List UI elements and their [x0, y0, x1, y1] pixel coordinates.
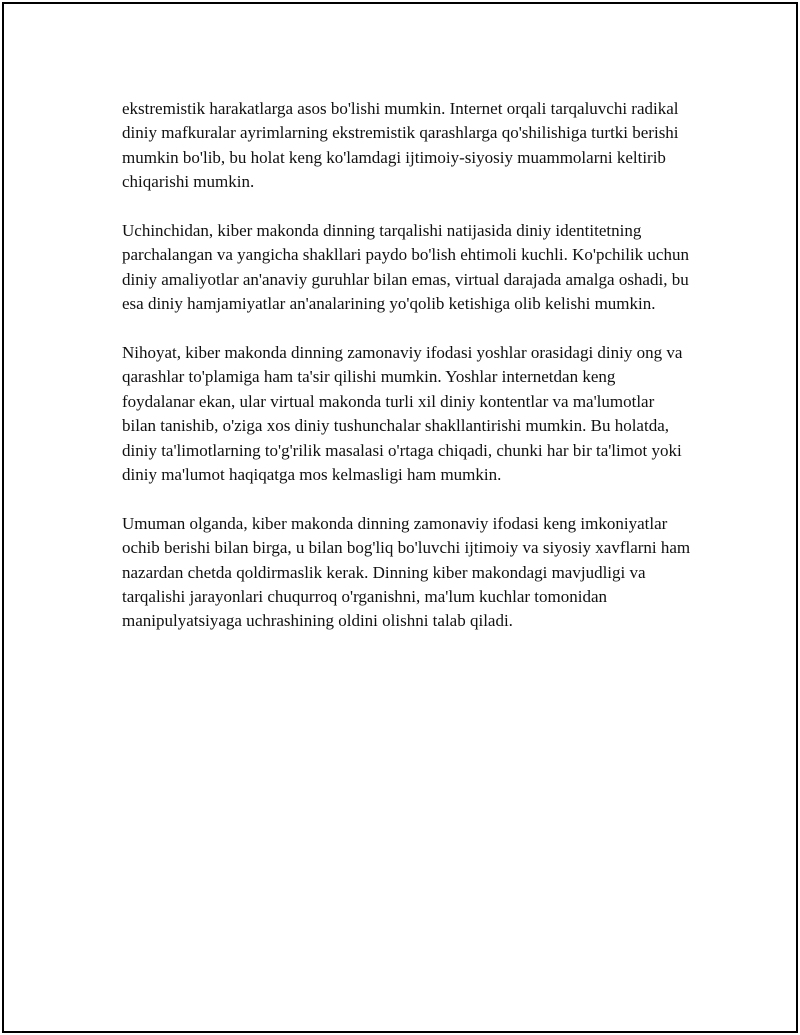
paragraph-4: Umuman olganda, kiber makonda dinning zamonaviy ifodasi keng imkoniyatlar ochib berishi bilan birga, u bilan bog'liq bo'luvchi ijtimoiy va siyosiy xavflarni ham nazardan chetda qoldirmaslik kerak. Dinning kiber makondagi mavjudligi va tarqalishi jarayonlari chuqurroq o'rganishni, ma'lum kuchlar tomonidan manipulyatsiyaga uchrashining oldini olishni talab qiladi.: [122, 513, 691, 631]
page-frame: [2, 2, 798, 1033]
paragraph-2: Uchinchidan, kiber makonda dinning tarqalishi natijasida diniy identitetning parchalangan va yangicha shakllari paydo bo'lish ehtimoli kuchli. Ko'pchilik uchun diniy amaliyotlar an'anaviy guruhlar bilan emas, virtual darajada amalga oshadi, bu esa diniy hamjamiyatlar an'analarining yo'qolib ketishiga olib kelishi mumkin.: [122, 221, 689, 314]
page-body: [122, 97, 692, 658]
paragraph-3: Nihoyat, kiber makonda dinning zamonaviy ifodasi yoshlar orasidagi diniy ong va qarashlar to'plamiga ham ta'sir qilishi mumkin. Yoshlar internetdan keng foydalanar ekan, ular virtual makonda turli xil diniy kontentlar va ma'lumotlar bilan tanishib, o'ziga xos diniy tushunchalar shakllantirishi mumkin. Bu holatda, diniy ta'limotlarning to'g'rilik masalasi o'rtaga chiqadi, chunki har bir ta'limot yoki diniy ma'lumot haqiqatga mos kelmasligi ham mumkin.: [122, 343, 683, 485]
paragraph-1: ekstremistik harakatlarga asos bo'lishi mumkin. Internet orqali tarqaluvchi radikal diniy mafkuralar ayrimlarning ekstremistik qarashlarga qo'shilishiga turtki berishi mumkin bo'lib, bu holat keng ko'lamdagi ijtimoiy-siyosiy muammolarni keltirib chiqarishi mumkin.: [122, 99, 679, 192]
